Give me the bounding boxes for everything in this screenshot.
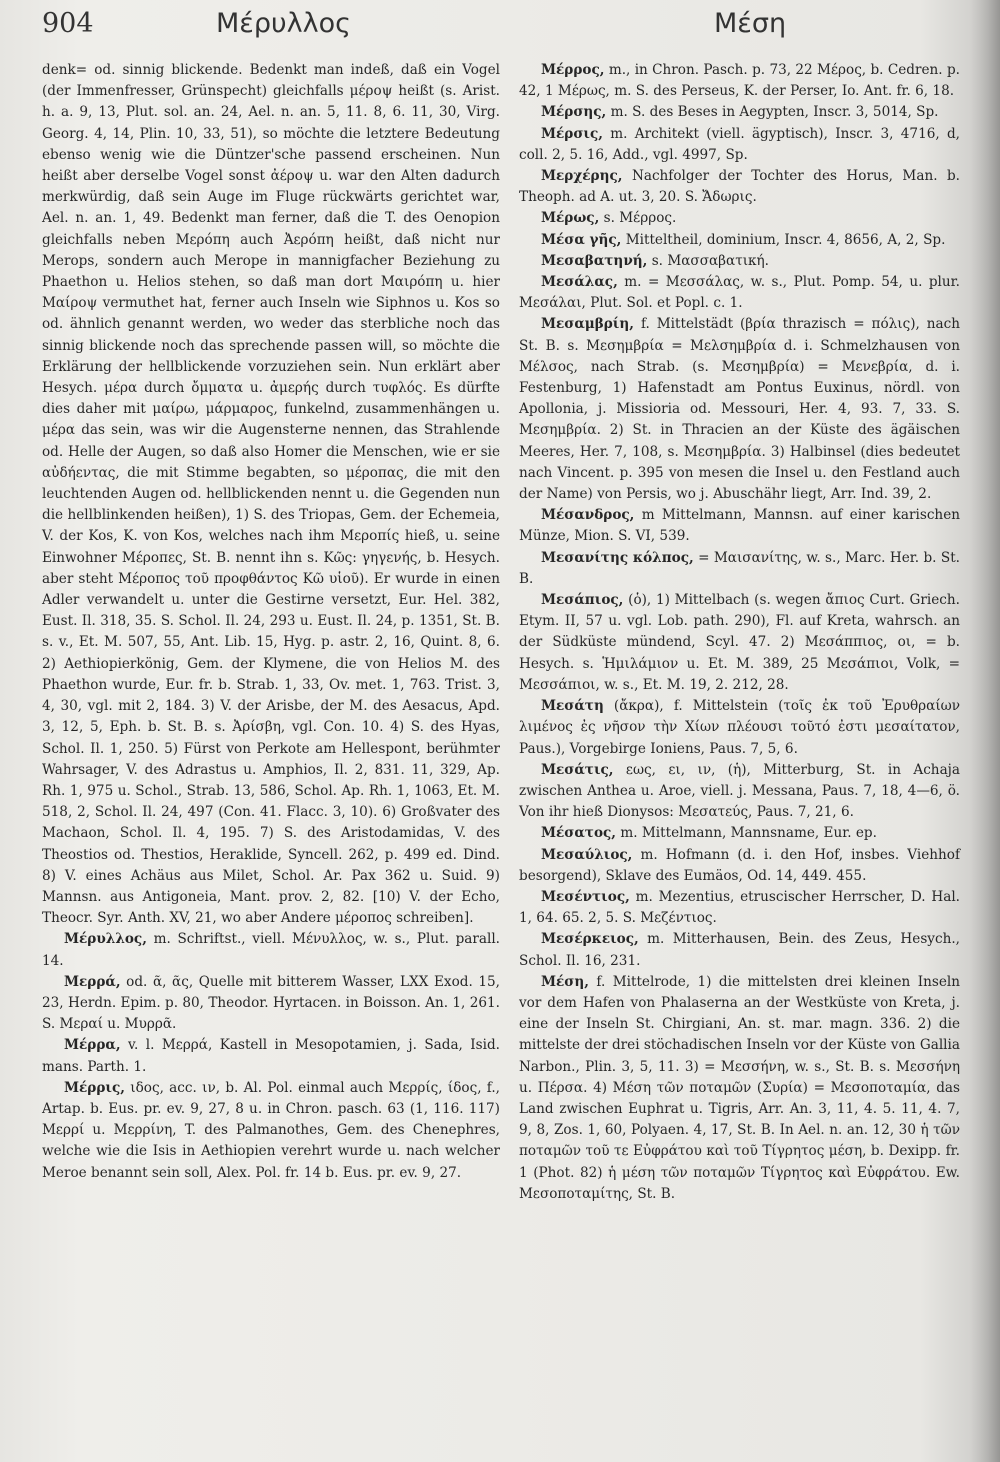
entry-lemma: Μεσάπιος, (541, 592, 624, 609)
entry-lemma: Μεσαβατηνή, (541, 252, 648, 269)
dictionary-entry (519, 823, 960, 844)
entry-text: denk= od. sinnig blickende. Bedenkt man indeß, daß ein Vogel (der Immenfresser, Grünspecht) gleichfalls μέροψ heißt (s. Arist. h. a. 9, 13, Plut. sol. an. 24, Ael. n. an. 5, 11. 8, 6. 11, 30, Virg. Georg. 4, 14, Plin. 10, 33, 51), so möchte die letztere Bedeutung ebenso wenig wie die Düntzer'sche passend erscheinen. Nun heißt aber derselbe Vogel sonst ἀέροψ u. war den Alten dadurch merkwürdig, daß sein Auge im Fluge rückwärts gerichtet war, Ael. n. an. 1, 49. Bedenkt man ferner, daß die T. des Oenopion gleichfalls neben Μερόπη auch Ἀερόπη heißt, daß nicht nur Merops, sondern auch Merope in mannigfacher Beziehung zu Phaethon u. Helios stehen, so daß man dort Μαιρόπη u. hier Μαίροψ vermuthet hat, ferner auch Inseln wie Siphnos u. Kos so od. ähnlich genannt werden, wo weder das sterbliche noch das sinnig blickende noch das sprechende passen will, so möchte die Erklärung der hellblickende vorzuziehen sein. Nun erklärt aber Hesych. μέρα durch ὄμματα u. ἀμερής durch τυφλός. Es dürfte dies daher mit μαίρω, μάρμαρος, funkelnd, zusammenhängen u. μέρα das sein, was wir die Augensterne nennen, das Strahlende od. Helle der Augen, so daß also Homer die Menschen, wie er sie αὐδήεντας, die mit Stimme begabten, so μέροπας, die mit den leuchtenden Augen od. hellblickenden nennt u. die Gegenden nun die hellblinkenden heißen), 1) S. des Triopas, Gem. der Echemeia, V. der Kos, K. von Kos, welches nach ihm Μεροπίς hieß, u. seine Einwohner Μέροπες, St. B. nennt ihn s. Κῶς: γηγενής, b. Hesych. aber steht Μέροπος τοῦ προφθάντος Κῶ υἱοῦ). Er wurde in einen Adler verwandelt u. unter die Gestirne versetzt, Eur. Hel. 382, Eust. Il. 318, 35. S. Schol. Il. 24, 293 u. Eust. Il. 24, p. 1351, St. B. s. v., Et. M. 507, 55, Ant. Lib. 15, Hyg. p. astr. 2, 16, Quint. 8, 6. 2) Aethiopierkönig, Gem. der Klymene, die von Helios M. des Phaethon wurde, Eur. fr. b. Strab. 1, 33, Ov. met. 1, 763. Trist. 3, 4, 30, vgl. mit 2, 184. 3) V. der Arisbe, der M. des Aesacus, Apd. 3, 12, 5, Eph. b. St. B. s. Ἀρίσβη, vgl. Con. 10. 4) S. des Hyas, Schol. Il. 1, 250. 5) Fürst von Perkote am Hellespont, berühmter Wahrsager, V. des Adrastus u. Amphios, Il. 2, 831. 11, 329, Ap. Rh. 1, 975 u. Schol., Strab. 13, 586, Schol. Ap. Rh. 1, 1063, Et. M. 518, 2, Schol. Il. 24, 497 (Con. 41. Flacc. 3, 10). 6) Großvater des Machaon, Schol. Il. 4, 195. 7) S. des Aristodamidas, V. des Theostios od. Thestios, Heraklide, Syncell. 262, p. 499 ed. Dind. 8) V. eines Achäus aus Milet, Schol. Ar. Pax 362 u. Suid. 9) Mannsn. aus Antigoneia, Mant. prov. 2, 82. [10) V. der Echo, Theocr. Syr. Anth. XV, 21, wo aber Andere μέροπος schreiben]. (42, 62, 500, 927)
entry-text: m. Mezentius, etruscischer Herrscher, D. Hal. 1, 64. 65. 2, 5. S. Μεζέντιος. (519, 888, 960, 927)
dictionary-entry (519, 590, 960, 696)
entry-lemma: Μέρρα, (64, 1037, 121, 1054)
entry-lemma: Μεσέρκειος, (541, 931, 639, 948)
dictionary-entry (519, 887, 960, 929)
entry-text: Nachfolger der Tochter des Horus, Man. b. Theoph. ad A. ut. 3, 20. S. Ἄδωρις. (519, 168, 960, 206)
dictionary-entry (519, 166, 960, 208)
entry-text: m. Hofmann (d. i. den Hof, insbes. Viehhof besorgend), Sklave des Eumäos, Od. 14, 449. 455. (519, 846, 960, 884)
dictionary-entry (519, 272, 960, 314)
entry-lemma: Μέση, (541, 973, 589, 990)
dictionary-entry (42, 929, 500, 971)
entry-lemma: Μεσάτις, (541, 761, 614, 778)
dictionary-entry (42, 1078, 500, 1184)
entry-lemma: Μέρσης, (541, 104, 607, 121)
entry-text: m. Schriftst., viell. Μένυλλος, w. s., Plut. parall. 14. (42, 931, 500, 969)
entry-text: m Mittelmann, Mannsn. auf einer karischen Münze, Mion. S. VI, 539. (519, 507, 960, 545)
dictionary-entry (519, 124, 960, 166)
dictionary-entry (519, 102, 960, 123)
entry-text: v. l. Μερρά, Kastell in Mesopotamien, j. Sada, Isid. mans. Parth. 1. (42, 1037, 500, 1075)
dictionary-entry (42, 1035, 500, 1077)
entry-text: m., in Chron. Pasch. p. 73, 22 Μέρος, b. Cedren. p. 42, 1 Μέρως, m. S. des Perseus, K. der Perser, Io. Ant. fr. 6, 18. (519, 62, 960, 100)
entry-lemma: Μέρρις, (64, 1079, 125, 1096)
entry-lemma: Μέρρος, (541, 62, 605, 78)
entry-text: εως, ει, ιν, (ἡ), Mitterburg, St. in Achaja zwischen Anthea u. Aroe, viell. j. Messana, Paus. 7, 18, 4—6, ö. Von ihr hieß Dionysos: Μεσατεύς, Paus. 7, 21, 6. (519, 761, 960, 821)
dictionary-entry (519, 972, 960, 1205)
entry-text: s. Μέρρος. (599, 210, 677, 227)
entry-lemma: Μέρσις, (541, 125, 603, 142)
entry-text: (ἄκρα), f. Mittelstein (τοῖς ἐκ τοῦ Ἐρυθραίων λιμένος ἐς νῆσον τὴν Χίων πλέουσι τοῦτό ἐστι μεσαίτατον, Paus.), Vorgebirge Ioniens, Paus. 7, 5, 6. (519, 698, 960, 757)
entry-text: od. ᾶ, ᾶς, Quelle mit bitterem Wasser, LXX Exod. 15, 23, Herdn. Epim. p. 80, Theodor. Hyrtacen. in Boisson. An. 1, 261. S. Μεραί u. Μυρρᾶ. (42, 973, 500, 1033)
entry-lemma: Μεσάλας, (541, 274, 618, 291)
entry-lemma: Μέρως, (541, 210, 600, 227)
entry-lemma: Μεσέντιος, (541, 888, 630, 905)
entry-lemma: Μερρά, (64, 973, 121, 990)
running-head-right: Μέση (714, 8, 787, 39)
dictionary-entry (519, 505, 960, 547)
page-number: 904 (42, 8, 94, 39)
entry-text: (ὁ), 1) Mittelbach (s. wegen ἄπιος Curt. Griech. Etym. II, 57 u. vgl. Lob. path. 290), Fl. auf Kreta, wahrsch. an der Südküste mündend, Scyl. 47. 2) Μεσάππιος, οι, = b. Hesych. s. Ἡμιλάμιον u. Et. M. 389, 25 Μεσάπιοι, Volk, = Μεσσάπιοι, w. s., Et. M. 19, 2. 212, 28. (519, 592, 960, 693)
entry-text: f. Mittelstädt (βρία thrazisch = πόλις), nach St. B. s. Μεσημβρία = Μελσημβρία d. i. Schmelzhausen von Μέλσος, nach Strab. (s. Μεσημβρία) = Μενεβρία, d. i. Festenburg, 1) Hafenstadt am Pontus Euxinus, nördl. von Apollonia, j. Missioria od. Messouri, Her. 4, 93. 7, 33. S. Μεσημβρία. 2) St. in Thracien an der Küste des ägäischen Meeres, Her. 7, 108, s. Μεσημβρία. 3) Halbinsel (dies bedeutet nach Vincent. p. 395 von mesen die Insel u. den Festland auch der Name) von Persis, wo j. Abuschähr liegt, Arr. Ind. 39, 2. (519, 316, 960, 503)
dictionary-entry (519, 760, 960, 824)
entry-text: m. S. des Beses in Aegypten, Inscr. 3, 5014, Sp. (606, 104, 939, 121)
entry-text: m. Architekt (viell. ägyptisch), Inscr. 3, 4716, d, coll. 2, 5. 16, Add., vgl. 4997, Sp. (519, 125, 960, 163)
dictionary-entry (519, 251, 960, 272)
dictionary-entry (519, 230, 960, 251)
dictionary-entry (519, 314, 960, 505)
entry-lemma: Μεσάτη (541, 698, 604, 715)
entry-lemma: Μέρυλλος, (64, 931, 147, 948)
entry-text: m. Mittelmann, Mannsname, Eur. ep. (616, 825, 877, 842)
dictionary-entry (519, 929, 960, 971)
entry-text: f. Mittelrode, 1) die mittelsten drei kleinen Inseln vor dem Hafen von Phalaserna an der Westküste von Kreta, j. eine der Inseln St. Chirgiani, An. st. mar. magn. 336. 2) die mittelste der drei stöchadischen Inseln vor der Küste von Gallia Narbon., Plin. 3, 5, 11. 3) = Μεσσήνη, w. s., St. B. s. Μεσσήνη u. Πέρσα. 4) Μέση τῶν ποταμῶν (Συρία) = Μεσοποταμία, das Land zwischen Euphrat u. Tigris, Arr. An. 3, 11, 4. 5. 11, 4. 7, 9, 8, Zos. 1, 60, Polyaen. 4, 17, St. B. In Ael. n. an. 12, 30 ἡ τῶν ποταμῶν τοῦ τε Εὐφράτου καὶ τοῦ Τίγρητος μέση, b. Dexipp. fr. 1 (Phot. 82) ἡ μέση τῶν ποταμῶν Τίγρητος καὶ Εὐφράτου. Ew. Μεσοποταμίτης, St. B. (519, 973, 960, 1202)
entry-lemma: Μερχέρης, (541, 168, 623, 185)
entry-text: m. = Μεσσάλας, w. s., Plut. Pomp. 54, u. plur. Μεσάλαι, Plut. Sol. et Popl. c. 1. (519, 274, 960, 312)
dictionary-entry (519, 845, 960, 887)
running-head-left: Μέρυλλος (216, 8, 351, 39)
entry-lemma: Μέσανδρος, (541, 507, 635, 524)
page-header (0, 0, 1000, 48)
entry-lemma: Μέσα γῆς, (541, 231, 622, 248)
entry-text: m. Mitterhausen, Bein. des Zeus, Hesych., Schol. Il. 16, 231. (519, 931, 960, 969)
entry-lemma: Μεσαμβρίη, (541, 316, 635, 333)
entry-lemma: Μέσατος, (541, 825, 617, 842)
entry-text: ιδος, acc. ιν, b. Al. Pol. einmal auch Μερρίς, ίδος, f., Artap. b. Eus. pr. ev. 9, 27, 8 u. in Chron. pasch. 63 (1, 116. 117) Μερρί u. Μερρίνη, T. des Palmanothes, Gem. des Chenephres, welche wie die Isis in Aethiopien verehrt wurde u. nach welcher Meroe benannt sein soll, Alex. Pol. fr. 14 b. Eus. pr. ev. 9, 27. (42, 1079, 500, 1181)
dictionary-entry (519, 60, 960, 102)
right-column (519, 60, 960, 1205)
dictionary-entry (519, 208, 960, 229)
entry-text: Mitteltheil, dominium, Inscr. 4, 8656, A, 2, Sp. (621, 231, 946, 248)
entry-continuation (42, 60, 500, 929)
entry-text: = Μαισανίτης, w. s., Marc. Her. b. St. B. (519, 549, 960, 587)
dictionary-entry (42, 972, 500, 1036)
left-column (42, 60, 500, 1184)
entry-lemma: Μεσαύλιος, (541, 846, 633, 863)
entry-text: s. Μασσαβατική. (647, 252, 770, 269)
page-gutter-shadow (970, 0, 1000, 1462)
entry-lemma: Μεσανίτης κόλπος, (541, 549, 694, 566)
dictionary-entry (519, 548, 960, 590)
dictionary-entry (519, 696, 960, 760)
